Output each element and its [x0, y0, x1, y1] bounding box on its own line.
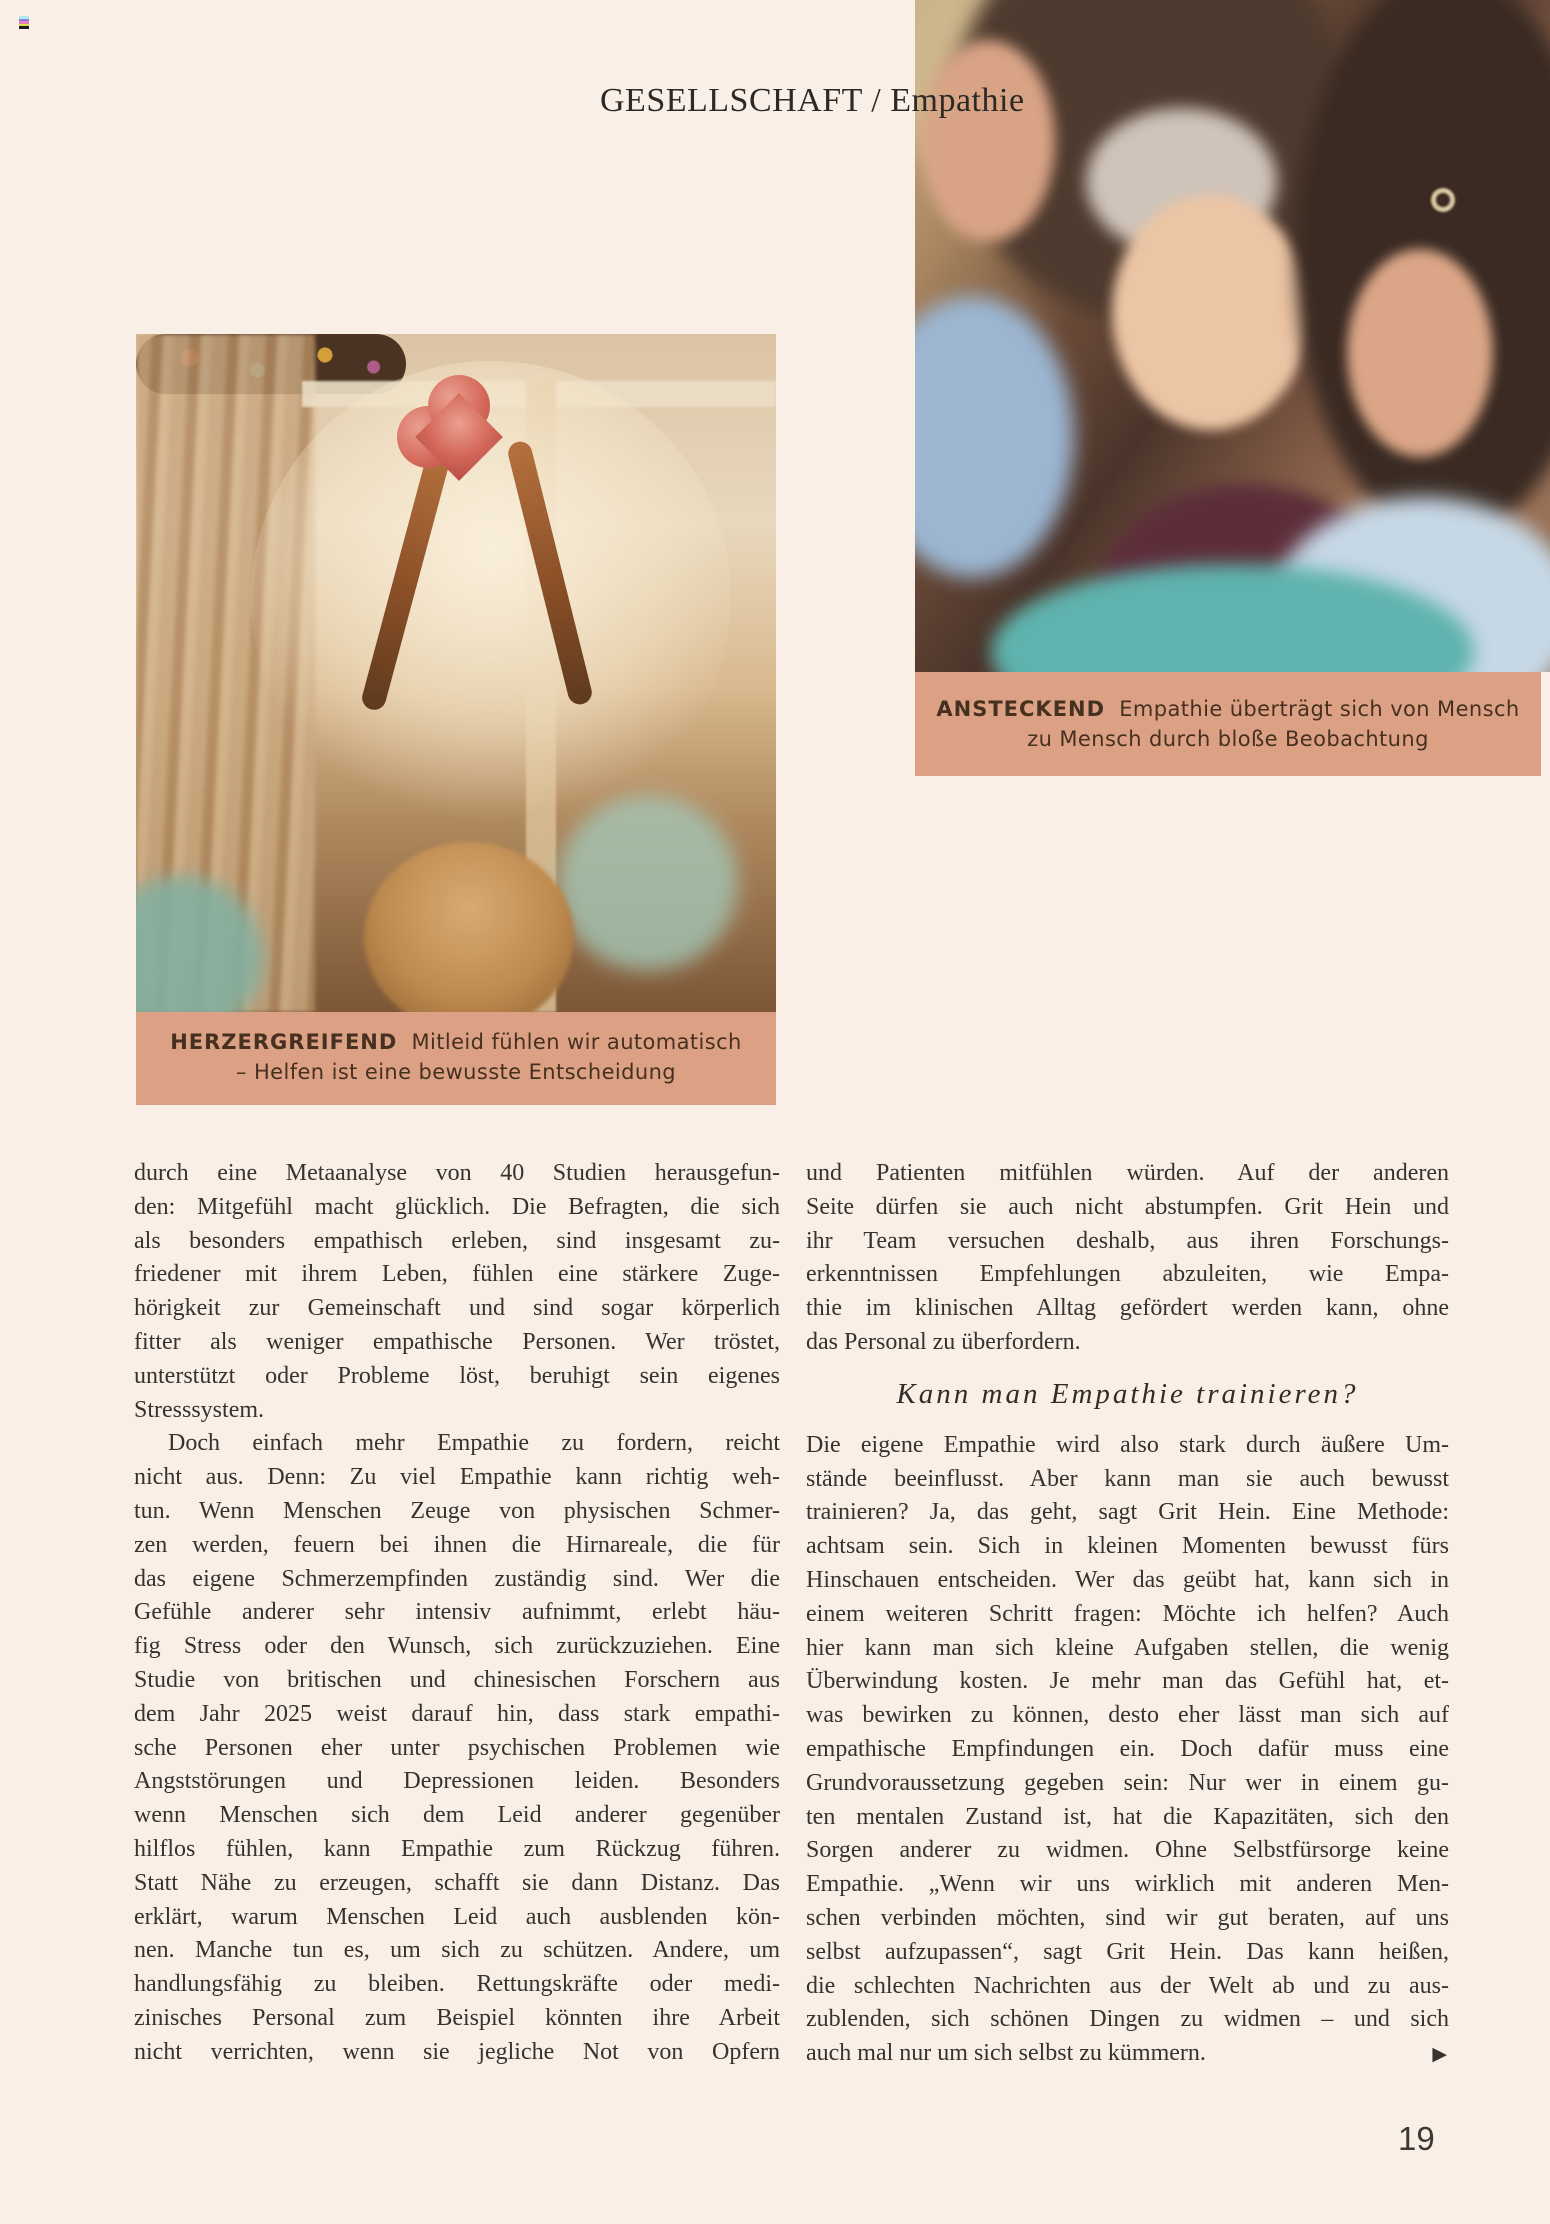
photo-child-window-heart	[136, 334, 776, 1012]
caption-line	[136, 1027, 776, 1057]
article-line: Seite dürfen sie auch nicht abstumpfen. Grit Hein und	[806, 1193, 1449, 1220]
caption-right-photo	[915, 672, 1541, 776]
article-paragraph	[806, 1429, 1449, 2071]
article-line: das eigene Schmerzempfinden zuständig sind. Wer die	[134, 1565, 780, 1592]
page-number: 19	[1398, 2120, 1435, 2157]
article-line: ten mentalen Zustand ist, hat die Kapazitäten, sich den	[806, 1803, 1449, 1830]
photo-blue-shirt	[915, 296, 1074, 578]
article-line: sche Personen eher unter psychischen Problemen wie	[134, 1734, 780, 1761]
article-continuation-icon: ▶	[1432, 2043, 1447, 2066]
article-line: einem weiteren Schritt fragen: Möchte ich helfen? Auch	[806, 1600, 1449, 1627]
article-line: die schlechten Nachrichten aus der Welt ab und zu aus-	[806, 1972, 1449, 1999]
caption-left-photo	[136, 1012, 776, 1105]
article-line: wenn Menschen sich dem Leid anderer gegenüber	[134, 1802, 780, 1829]
article-line: als besonders empathisch erleben, sind insgesamt zu-	[134, 1227, 780, 1254]
article-line: handlungsfähig zu bleiben. Rettungskräfte oder medi-	[134, 1971, 780, 1998]
article-line: nen. Manche tun es, um sich zu schützen. Andere, um	[134, 1937, 780, 1964]
article-column-right	[806, 1157, 1449, 2071]
article-line: achtsam sein. Sich in kleinen Momenten bewusst fürs	[806, 1533, 1449, 1560]
article-line: dem Jahr 2025 weist darauf hin, dass stark empathi-	[134, 1700, 780, 1727]
caption-text: Empathie überträgt sich von Mensch	[1119, 697, 1520, 721]
article-line: Grundvoraussetzung gegeben sein: Nur wer in einem gu-	[806, 1769, 1449, 1796]
article-line: den: Mitgefühl macht glücklich. Die Befragten, die sich	[134, 1193, 780, 1220]
section-kicker: GESELLSCHAFT / Empathie	[600, 82, 1025, 119]
print-registration-mark	[19, 16, 29, 29]
caption-text: Mitleid fühlen wir automatisch	[411, 1030, 742, 1054]
article-line: hier kann man sich kleine Aufgaben stellen, die wenig	[806, 1634, 1449, 1661]
article-line: thie im klinischen Alltag gefördert werden kann, ohne	[806, 1295, 1449, 1322]
article-line: auch mal nur um sich selbst zu kümmern. ▶	[806, 2037, 1449, 2071]
caption-label: ANSTECKEND	[936, 697, 1106, 721]
photo-garden-reflection-right	[558, 795, 737, 971]
article-line: Studie von britischen und chinesischen Forschern aus	[134, 1666, 780, 1693]
article-line: Gefühle anderer sehr intensiv aufnimmt, erlebt häu-	[134, 1599, 780, 1626]
article-line: erklärt, warum Menschen Leid auch ausblenden kön-	[134, 1903, 780, 1930]
article-subheading: Kann man Empathie trainieren?	[896, 1377, 1359, 1410]
article-line: zen werden, feuern bei ihnen die Hirnareale, die für	[134, 1531, 780, 1558]
article-line: hilflos fühlen, kann Empathie zum Rückzug führen.	[134, 1835, 780, 1862]
photo-face-right	[1347, 249, 1493, 457]
article-line: zublenden, sich schönen Dingen zu widmen – und sich	[806, 2006, 1449, 2033]
article-line: erkenntnissen Empfehlungen abzuleiten, wie Empa-	[806, 1261, 1449, 1288]
article-line: und Patienten mitfühlen würden. Auf der anderen	[806, 1160, 1449, 1186]
article-line: fig Stress oder den Wunsch, sich zurückzuziehen. Eine	[134, 1633, 780, 1660]
article-line: selbst aufzupassen“, sagt Grit Hein. Das kann heißen,	[806, 1938, 1449, 1965]
photo-hoop-earring	[1431, 188, 1455, 212]
article-line: hörigkeit zur Gemeinschaft und sind sogar körperlich	[134, 1295, 780, 1322]
article-column-left	[134, 1157, 780, 2070]
caption-line	[915, 694, 1541, 724]
article-line: tun. Wenn Menschen Zeuge von physischen Schmer-	[134, 1497, 780, 1524]
article-line: friedener mit ihrem Leben, fühlen eine stärkere Zuge-	[134, 1261, 780, 1288]
article-line: Empathie. „Wenn wir uns wirklich mit anderen Men-	[806, 1871, 1449, 1898]
article-line: Angststörungen und Depressionen leiden. Besonders	[134, 1768, 780, 1795]
article-line: nicht verrichten, wenn sie jegliche Not von Opfern	[134, 2038, 780, 2065]
registration-stripe	[19, 26, 29, 29]
photo-grandma-face	[1112, 195, 1309, 430]
article-line: Sorgen anderer zu widmen. Ohne Selbstfürsorge keine	[806, 1837, 1449, 1864]
article-line: nicht aus. Denn: Zu viel Empathie kann richtig weh-	[134, 1464, 780, 1491]
article-line: fitter als weniger empathische Personen. Wer tröstet,	[134, 1328, 780, 1355]
article-line: Überwindung kosten. Je mehr man das Gefühl hat, et-	[806, 1668, 1449, 1695]
caption-line: zu Mensch durch bloße Beobachtung	[1027, 727, 1429, 751]
article-line: Statt Nähe zu erzeugen, schafft sie dann Distanz. Das	[134, 1869, 780, 1896]
article-line: ihr Team versuchen deshalb, aus ihren Forschungs-	[806, 1227, 1449, 1254]
article-line: Stresssystem.	[134, 1396, 265, 1423]
article-line: trainieren? Ja, das geht, sagt Grit Hein. Eine Methode:	[806, 1499, 1449, 1526]
article-line: Doch einfach mehr Empathie zu fordern, reicht	[168, 1430, 780, 1457]
article-line: das Personal zu überfordern.	[806, 1328, 1081, 1355]
article-line: Hinschauen entscheiden. Wer das geübt hat, kann sich in	[806, 1566, 1449, 1593]
photo-face-top	[921, 40, 1054, 242]
article-line: unterstützt oder Probleme löst, beruhigt sein eigenes	[134, 1362, 780, 1389]
article-line: schen verbinden möchten, sind wir gut beraten, auf uns	[806, 1904, 1449, 1931]
photo-paper-heart	[428, 406, 490, 468]
article-line: zinisches Personal zum Beispiel könnten ihre Arbeit	[134, 2004, 780, 2031]
article-line: Die eigene Empathie wird also stark durch äußere Um-	[806, 1431, 1449, 1458]
article-paragraph	[806, 1157, 1449, 1360]
article-line: durch eine Metaanalyse von 40 Studien herausgefun-	[134, 1160, 780, 1186]
caption-label: HERZERGREIFEND	[170, 1030, 398, 1054]
caption-line: – Helfen ist eine bewusste Entscheidung	[235, 1060, 677, 1084]
article-line: empathische Empfindungen ein. Doch dafür muss eine	[806, 1735, 1449, 1762]
article-line: was bewirken zu können, desto eher lässt man sich auf	[806, 1702, 1449, 1729]
article-line: stände beeinflusst. Aber kann man sie auch bewusst	[806, 1465, 1449, 1492]
